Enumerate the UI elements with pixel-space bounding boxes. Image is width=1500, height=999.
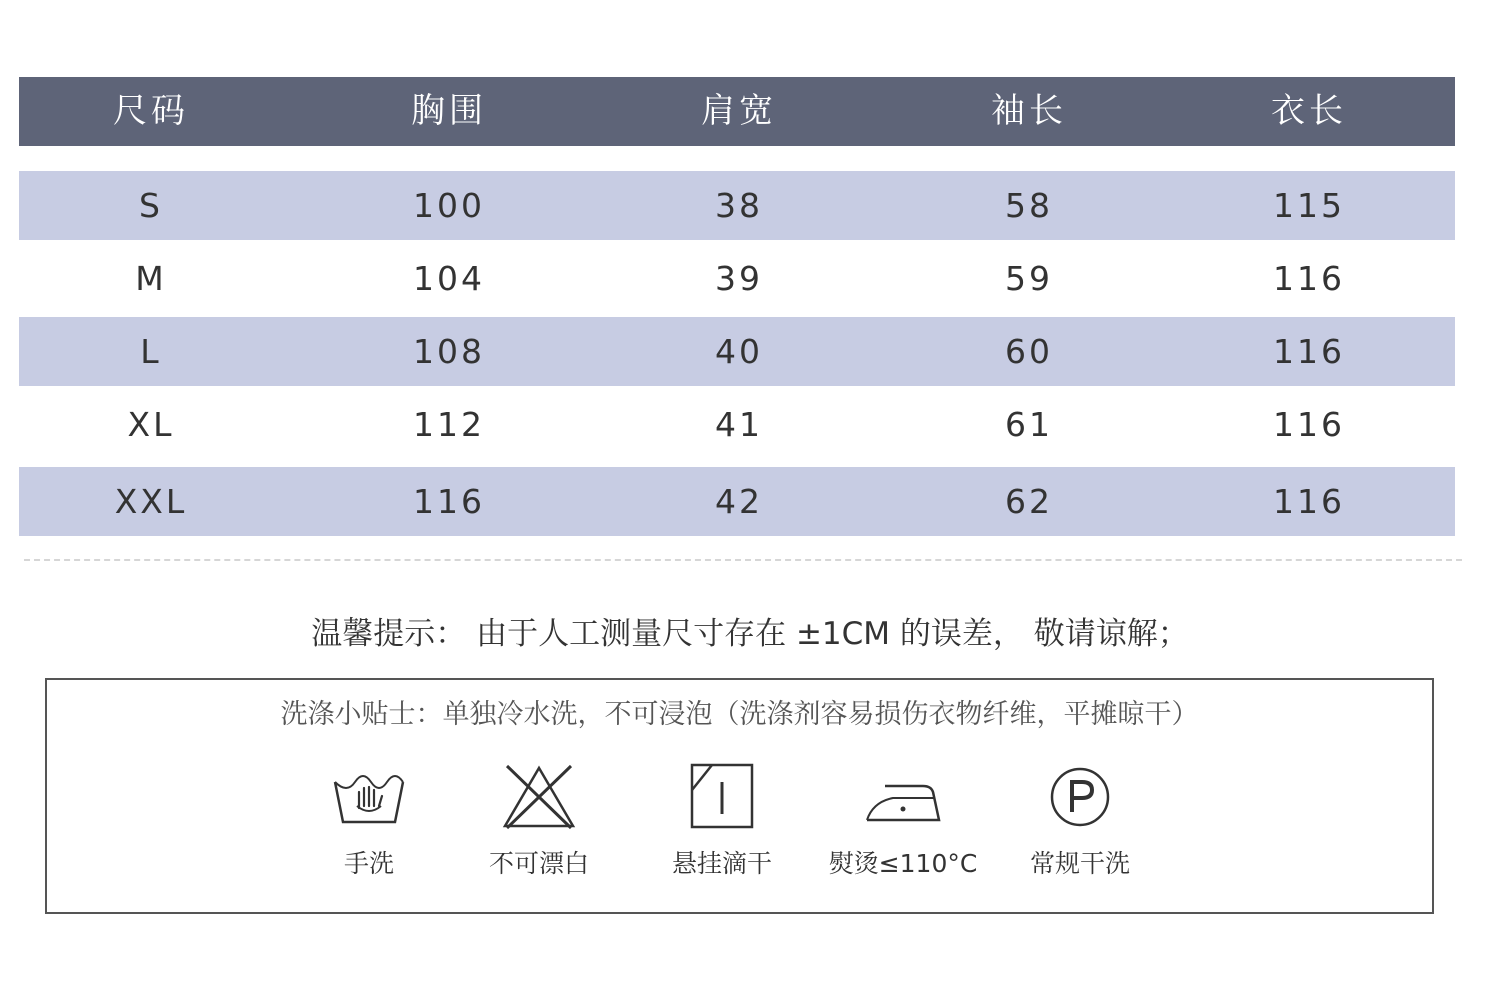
care-item-no-bleach	[454, 762, 624, 880]
table-cell: 62	[1005, 482, 1053, 521]
table-header-row	[19, 77, 1455, 146]
header-sleeve: 袖长	[991, 91, 1067, 131]
tip-text: 由于人工测量尺寸存在 ±1CM 的误差，	[476, 616, 1024, 652]
table-cell: 108	[413, 332, 485, 371]
table-cell: XL	[127, 405, 175, 444]
table-cell: 116	[1273, 482, 1345, 521]
header-length: 衣长	[1271, 91, 1347, 131]
table-cell: M	[135, 259, 167, 298]
table-cell: 112	[413, 405, 485, 444]
tip-label: 温馨提示：	[311, 616, 467, 652]
no-bleach-icon	[499, 762, 579, 832]
table-cell: 116	[1273, 332, 1345, 371]
table-cell: 104	[413, 259, 485, 298]
table-cell: 116	[1273, 405, 1345, 444]
table-cell: 60	[1005, 332, 1053, 371]
table-cell: S	[139, 186, 163, 225]
table-cell: 115	[1273, 186, 1345, 225]
dry-clean-p-icon	[1040, 762, 1120, 832]
table-cell: 116	[413, 482, 485, 521]
table-cell: 42	[715, 482, 763, 521]
iron-icon	[863, 762, 943, 832]
care-title: 洗涤小贴士：单独冷水洗，不可浸泡（洗涤剂容易损伤衣物纤维，平摊晾干）	[280, 699, 1199, 730]
table-row	[19, 467, 1455, 536]
care-label: 常规干洗	[1029, 849, 1130, 878]
care-label: 手洗	[343, 849, 394, 878]
table-row	[19, 390, 1455, 459]
table-cell: 38	[715, 186, 763, 225]
drip-dry-icon	[682, 762, 762, 832]
table-cell: L	[140, 332, 162, 371]
care-item-dry-clean	[995, 762, 1165, 880]
hand-wash-icon	[329, 762, 409, 832]
care-item-drip-dry	[637, 762, 807, 880]
table-row	[19, 317, 1455, 386]
tip-text-2: 敬请谅解；	[1033, 616, 1189, 652]
table-cell: XXL	[114, 482, 188, 521]
header-chest: 胸围	[411, 91, 487, 131]
table-cell: 41	[715, 405, 763, 444]
table-cell: 39	[715, 259, 763, 298]
care-item-iron	[818, 762, 988, 880]
dashed-divider	[24, 559, 1462, 561]
care-item-hand-wash	[284, 762, 454, 880]
table-cell: 61	[1005, 405, 1053, 444]
care-label: 熨烫≤110°C	[828, 849, 978, 878]
care-instructions-box	[45, 678, 1434, 914]
table-cell: 58	[1005, 186, 1053, 225]
table-cell: 116	[1273, 259, 1345, 298]
measurement-tip	[0, 608, 1500, 653]
table-cell: 40	[715, 332, 763, 371]
table-cell: 59	[1005, 259, 1053, 298]
table-row	[19, 171, 1455, 240]
header-shoulder: 肩宽	[701, 91, 777, 131]
care-label: 不可漂白	[488, 849, 589, 878]
header-size: 尺码	[113, 91, 189, 131]
table-cell: 100	[413, 186, 485, 225]
care-label: 悬挂滴干	[671, 849, 772, 878]
table-row	[19, 244, 1455, 313]
